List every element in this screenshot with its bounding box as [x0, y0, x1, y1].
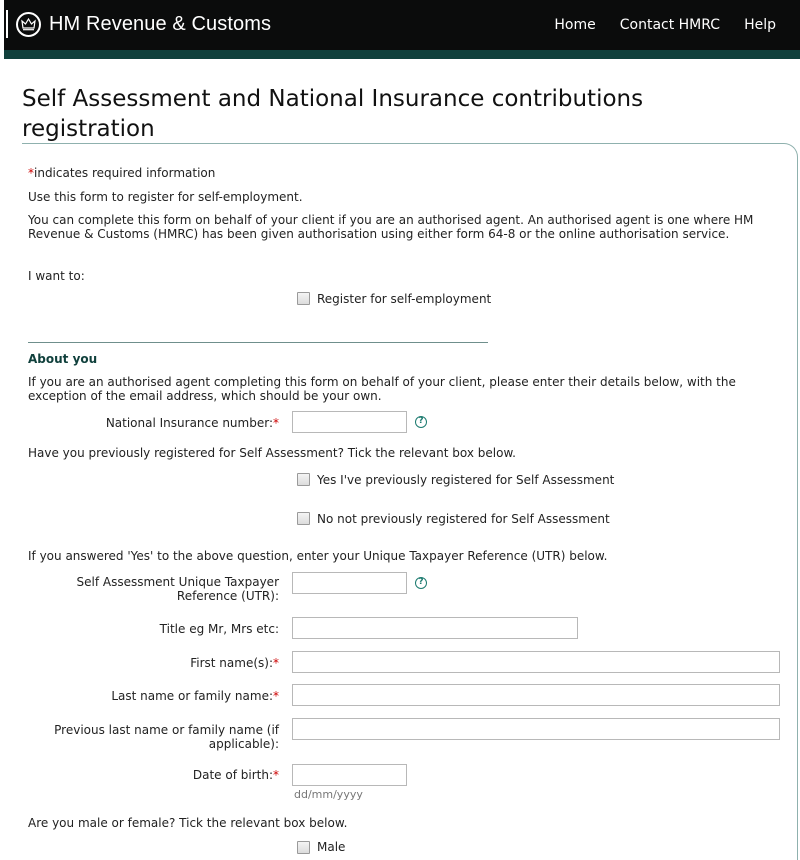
brand-divider [6, 10, 8, 38]
required-note [28, 166, 215, 180]
last-name-input[interactable] [292, 684, 780, 706]
first-name-input[interactable] [292, 651, 780, 673]
male-label: Male [317, 840, 346, 854]
nav-contact-link[interactable]: Contact HMRC [619, 17, 721, 33]
first-name-label-text: First name(s): [190, 656, 273, 670]
previous-last-name-input[interactable] [292, 718, 780, 740]
agent-note: You can complete this form on behalf of your client if you are an authorised agent. An authorised agent is one where HM Revenue & Customs (HMRC) has been given authorisation using either form 64-8 or the online authorisation service. [28, 213, 754, 241]
required-note-text: indicates required information [34, 166, 216, 180]
header-accent-strip [4, 50, 800, 59]
register-self-employment-checkbox[interactable] [297, 292, 310, 305]
dob-label-text: Date of birth: [192, 768, 273, 782]
previously-registered-yes-label: Yes I've previously registered for Self Assessment [317, 473, 615, 487]
brand-name: HM Revenue & Customs [49, 12, 272, 35]
nav-home-link[interactable]: Home [554, 17, 596, 33]
about-you-heading: About you [28, 352, 98, 366]
utr-help-icon[interactable]: ? [415, 577, 427, 589]
dob-label [28, 768, 279, 782]
gender-question: Are you male or female? Tick the relevant box below. [28, 816, 348, 830]
required-asterisk: * [273, 416, 279, 430]
nino-help-icon[interactable]: ? [415, 416, 427, 428]
required-asterisk: * [273, 656, 279, 670]
section-divider [28, 342, 488, 343]
top-navigation [530, 17, 776, 33]
previously-registered-no-label: No not previously registered for Self Assessment [317, 512, 610, 526]
previously-registered-yes-checkbox[interactable] [297, 473, 310, 486]
previous-registration-question: Have you previously registered for Self Assessment? Tick the relevant box below. [28, 446, 516, 460]
male-checkbox[interactable] [297, 841, 310, 854]
first-name-label [28, 656, 279, 670]
dob-input[interactable] [292, 764, 407, 786]
register-self-employment-label: Register for self-employment [317, 292, 492, 306]
utr-label: Self Assessment Unique Taxpayer Reference (UTR): [76, 575, 279, 603]
i-want-to-label: I want to: [28, 269, 85, 283]
utr-instruction: If you answered 'Yes' to the above question, enter your Unique Taxpayer Reference (UTR) below. [28, 549, 608, 563]
previously-registered-no-checkbox[interactable] [297, 512, 310, 525]
required-asterisk: * [28, 166, 34, 180]
required-asterisk: * [273, 768, 279, 782]
title-input[interactable] [292, 617, 578, 639]
title-label: Title eg Mr, Mrs etc: [159, 622, 279, 636]
previous-last-name-label: Previous last name or family name (if applicable): [54, 723, 279, 751]
nav-help-link[interactable]: Help [744, 17, 776, 33]
nino-label-text: National Insurance number: [105, 416, 273, 430]
nino-input[interactable] [292, 411, 407, 433]
crown-crest-icon [16, 12, 41, 37]
form-intro: Use this form to register for self-employment. [28, 190, 303, 204]
utr-input[interactable] [292, 572, 407, 594]
form-panel [22, 143, 798, 860]
page-title: Self Assessment and National Insurance contributions registration [22, 86, 644, 142]
brand-logo[interactable] [6, 9, 271, 39]
about-you-note: If you are an authorised agent completing this form on behalf of your client, please enter their details below, with the exception of the email address, which should be your own. [28, 375, 736, 403]
last-name-label [28, 689, 279, 703]
required-asterisk: * [273, 689, 279, 703]
nino-label [28, 416, 279, 430]
dob-format-hint: dd/mm/yyyy [294, 788, 363, 801]
last-name-label-text: Last name or family name: [111, 689, 273, 703]
